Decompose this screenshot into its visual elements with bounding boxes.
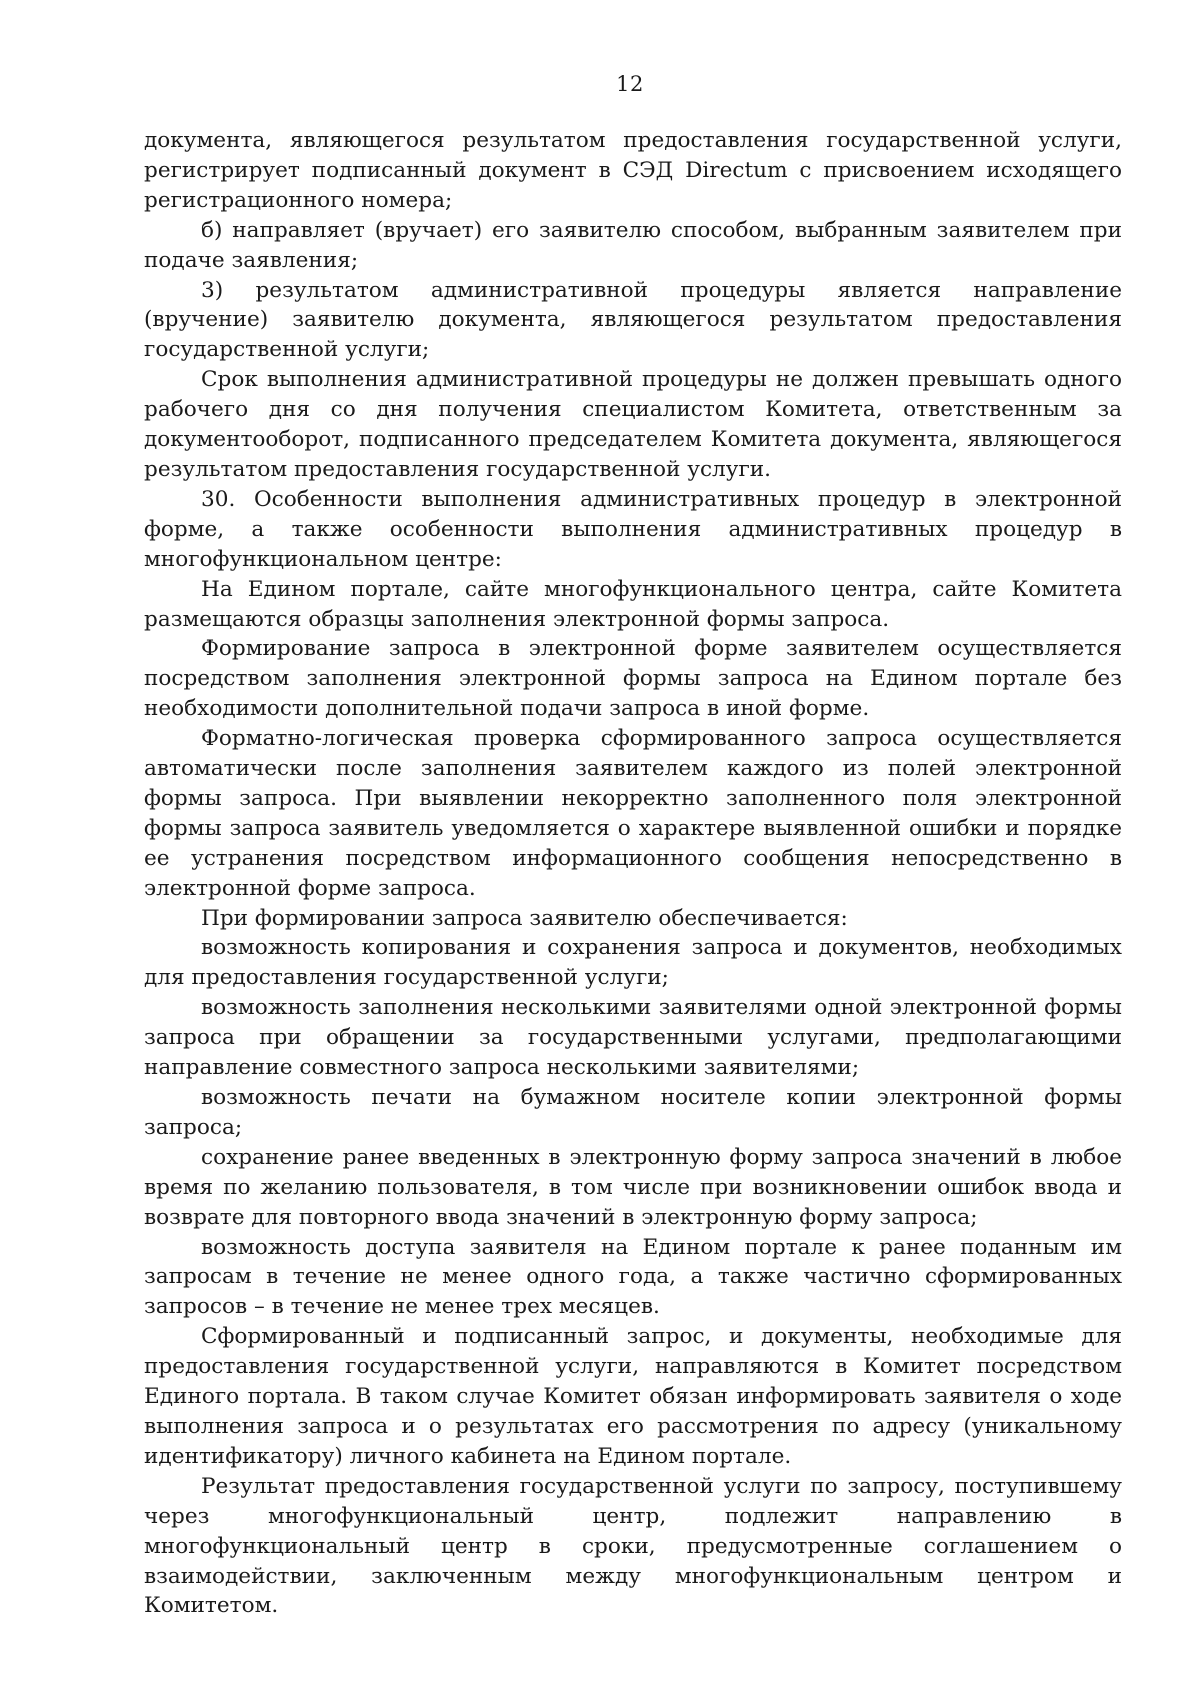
paragraph: Форматно-логическая проверка сформированного запроса осуществляется автоматически после заполнения заявителем каждого из полей электронной формы запроса. При выявлении некорректно заполненного поля электронной формы запроса заявитель уведомляется о характере выявленной ошибки и порядке ее устранения посредством информационного сообщения непосредственно в электронной форме запроса.: [144, 726, 1122, 901]
paragraph: На Едином портале, сайте многофункционального центра, сайте Комитета размещаются образцы заполнения электронной формы запроса.: [144, 576, 1122, 632]
document-body: [144, 126, 1122, 1621]
paragraph: Формирование запроса в электронной форме заявителем осуществляется посредством заполнения электронной формы запроса на Едином портале без необходимости дополнительной подачи запроса в иной форме.: [144, 636, 1122, 722]
paragraph-continued: документа, являющегося результатом предоставления государственной услуги, регистрирует подписанный документ в СЭД Directum с присвоением исходящего регистрационного номера;: [144, 128, 1122, 213]
paragraph: Результат предоставления государственной услуги по запросу, поступившему через многофункциональный центр, подлежит направлению в многофункциональный центр в сроки, предусмотренные соглашением о взаимодействии, заключенным между многофункциональным центром и Комитетом.: [144, 1473, 1122, 1619]
paragraph: б) направляет (вручает) его заявителю способом, выбранным заявителем при подаче заявления;: [144, 217, 1122, 273]
list-item: возможность печати на бумажном носителе копии электронной формы запроса;: [144, 1085, 1122, 1140]
list-item: сохранение ранее введенных в электронную форму запроса значений в любое время по желанию пользователя, в том числе при возникновении ошибок ввода и возврате для повторного ввода значений в электронную форму запроса;: [144, 1144, 1122, 1230]
paragraph: 3) результатом административной процедуры является направление (вручение) заявителю документа, являющегося результатом предоставления государственной услуги;: [144, 277, 1122, 363]
paragraph-section-30: 30. Особенности выполнения административных процедур в электронной форме, а также особенности выполнения административных процедур в многофункциональном центре:: [144, 486, 1122, 572]
page-number: 12: [616, 72, 644, 96]
list-item: возможность копирования и сохранения запроса и документов, необходимых для предоставления государственной услуги;: [144, 935, 1122, 991]
list-item: возможность заполнения несколькими заявителями одной электронной формы запроса при обращении за государственными услугами, предполагающими направление совместного запроса несколькими заявителями;: [144, 995, 1122, 1081]
paragraph: Сформированный и подписанный запрос, и документы, необходимые для предоставления государственной услуги, направляются в Комитет посредством Единого портала. В таком случае Комитет обязан информировать заявителя о ходе выполнения запроса и о результатах его рассмотрения по адресу (уникальному идентификатору) личного кабинета на Едином портале.: [144, 1324, 1122, 1469]
paragraph: При формировании запроса заявителю обеспечивается:: [201, 905, 848, 931]
paragraph: Срок выполнения административной процедуры не должен превышать одного рабочего дня со дня получения специалистом Комитета, ответственным за документооборот, подписанного председателем Комитета документа, являющегося результатом предоставления государственной услуги.: [144, 367, 1122, 482]
list-item: возможность доступа заявителя на Едином портале к ранее поданным им запросам в течение не менее одного года, а также частично сформированных запросов – в течение не менее трех месяцев.: [144, 1234, 1122, 1320]
